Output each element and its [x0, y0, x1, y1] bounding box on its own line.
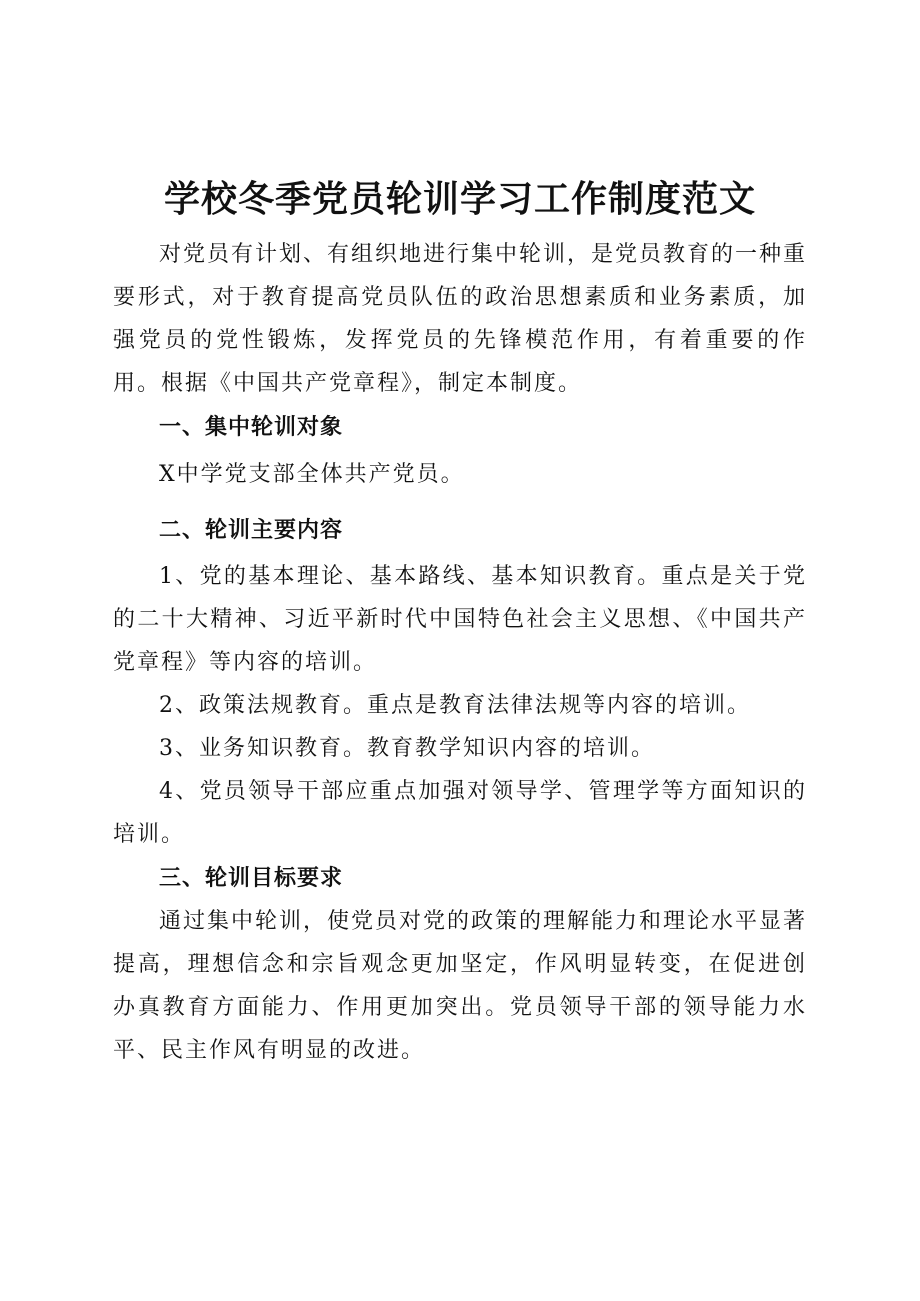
section-heading-2: 二、轮训主要内容	[159, 518, 344, 543]
section-2-paragraph-4: 4、党员领导干部应重点加强对领导学、管理学等方面知识的培训。	[113, 779, 807, 847]
section-heading-1: 一、集中轮训对象	[159, 415, 344, 440]
section-heading-3: 三、轮训目标要求	[159, 866, 344, 891]
section-1-paragraph-1: X中学党支部全体共产党员。	[159, 462, 465, 487]
section-2-paragraph-2: 2、政策法规教育。重点是教育法律法规等内容的培训。	[159, 693, 751, 718]
section-2-paragraph-3: 3、业务知识教育。教育教学知识内容的培训。	[159, 736, 655, 761]
intro-paragraph: 对党员有计划、有组织地进行集中轮训，是党员教育的一种重要形式，对于教育提高党员队伍的政治思想素质和业务素质，加强党员的党性锻炼，发挥党员的先锋模范作用，有着重要的作用。根据《中国共产党章程》，制定本制度。	[113, 242, 808, 396]
section-3-paragraph-1: 通过集中轮训，使党员对党的政策的理解能力和理论水平显著提高，理想信念和宗旨观念更加坚定，作风明显转变，在促进创办真教育方面能力、作用更加突出。党员领导干部的领导能力水平、民主作风有明显的改进。	[113, 909, 808, 1063]
document-title: 学校冬季党员轮训学习工作制度范文	[163, 179, 756, 220]
section-2-paragraph-1: 1、党的基本理论、基本路线、基本知识教育。重点是关于党的二十大精神、习近平新时代中国特色社会主义思想、《中国共产党章程》等内容的培训。	[113, 564, 807, 675]
